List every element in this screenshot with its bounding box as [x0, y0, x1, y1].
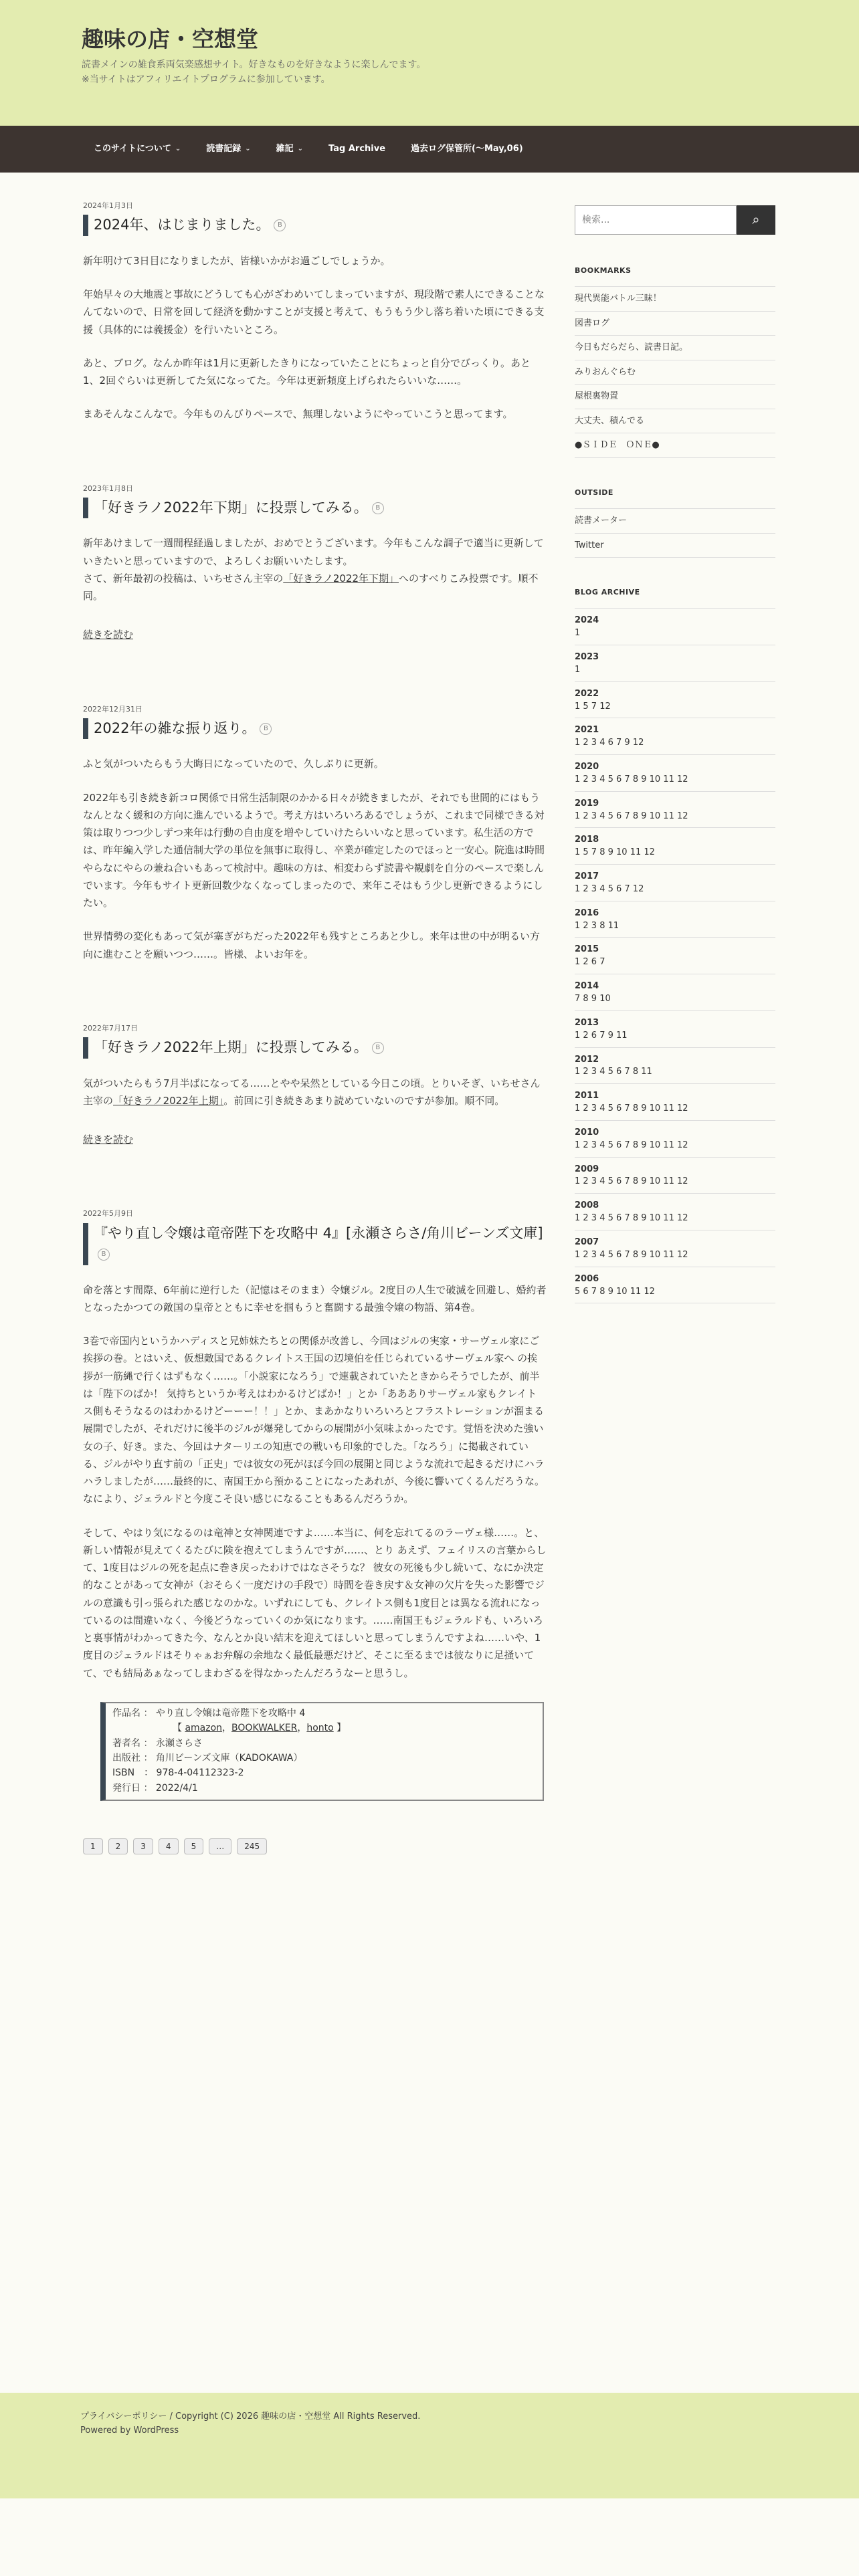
bookmark-icon[interactable]: B — [260, 723, 272, 735]
archive-year-link[interactable]: 2012 — [575, 1054, 599, 1065]
search-form — [575, 205, 775, 235]
post — [83, 1207, 547, 1801]
archive-month-links[interactable]: 1 2 3 4 5 6 7 8 9 10 11 12 — [575, 1213, 688, 1224]
archive-year-link[interactable]: 2023 — [575, 651, 599, 662]
widget-title-bookmarks: BOOKMARKS — [575, 264, 775, 287]
archive-year-link[interactable]: 2020 — [575, 762, 599, 772]
archive-year-link[interactable]: 2022 — [575, 688, 599, 699]
page-link[interactable]: 5 — [184, 1838, 204, 1854]
nav-item-reading-log[interactable]: 読書記録 ⌄ — [206, 142, 250, 157]
post-body — [83, 1281, 547, 1682]
bookmark-link[interactable]: 今日もだらだら、読書日記。 — [575, 336, 775, 360]
page-link[interactable]: 2 — [108, 1838, 128, 1854]
post-paragraph: 命を落とす間際、6年前に逆行した（記憶はそのまま）令嬢ジル。2度目の人生で破滅を回避し、婚約者となったかつての敵国の皇帝とともに幸せを掴もうと奮闘する最強令嬢の物語、第4巻。 — [83, 1283, 547, 1313]
bookmark-link[interactable]: 屋根裏物置 — [575, 385, 775, 409]
post — [83, 1022, 547, 1149]
page-link[interactable]: 1 — [83, 1838, 103, 1854]
archive-year-link[interactable]: 2016 — [575, 907, 599, 918]
post-date: 2022年12月31日 — [83, 704, 142, 714]
archive-year-link[interactable]: 2008 — [575, 1200, 599, 1211]
footer-line: プライバシーポリシー / Copyright (C) 2026 趣味の店・空想堂 All Rights Reserved. — [80, 2411, 421, 2422]
outside-list — [575, 509, 775, 558]
archive-month-links[interactable]: 1 5 7 8 9 10 11 12 — [575, 847, 655, 858]
archive-year — [575, 974, 775, 1011]
post-date: 2023年1月8日 — [83, 484, 133, 493]
site-footer — [0, 2393, 859, 2498]
archive-month-links[interactable]: 1 5 7 12 — [575, 701, 611, 712]
amazon-link[interactable]: amazon — [185, 1723, 223, 1734]
archive-year — [575, 828, 775, 865]
bookmark-link[interactable]: 大丈夫、積んでる — [575, 409, 775, 434]
read-more-link[interactable]: 続きを読む — [83, 629, 134, 641]
bookmark-link[interactable]: みりおんぐらむ — [575, 360, 775, 385]
archive-year — [575, 609, 775, 645]
post-body — [83, 534, 547, 643]
archive-year-link[interactable]: 2011 — [575, 1091, 599, 1101]
archive-year-link[interactable]: 2017 — [575, 871, 599, 882]
archive-year-link[interactable]: 2006 — [575, 1273, 599, 1284]
archive-year — [575, 645, 775, 682]
chevron-down-icon: ⌄ — [175, 145, 181, 153]
archive-year-link[interactable]: 2014 — [575, 981, 599, 992]
archive-month-links[interactable]: 1 — [575, 628, 581, 639]
archive-month-links[interactable]: 1 2 6 7 — [575, 957, 605, 968]
post — [83, 199, 547, 423]
archive-year — [575, 1230, 775, 1267]
site-header — [0, 0, 859, 126]
archive-year-link[interactable]: 2010 — [575, 1127, 599, 1138]
post — [83, 703, 547, 963]
suki-rano-link[interactable]: 「好きラノ2022年下期」 — [283, 572, 399, 584]
bookmark-link[interactable]: 図書ログ — [575, 312, 775, 336]
post-paragraph: 新年明けて3日目になりましたが、皆様いかがお過ごしでしょうか。 — [83, 254, 391, 267]
post-title[interactable]: 「好きラノ2022年上期」に投票してみる。 B — [83, 1037, 547, 1059]
bookmark-icon[interactable]: B — [372, 502, 384, 514]
post-date: 2022年5月9日 — [83, 1209, 133, 1218]
archive-month-links[interactable]: 1 2 3 8 11 — [575, 920, 619, 931]
archive-year-link[interactable]: 2021 — [575, 725, 599, 736]
archive-month-links[interactable]: 1 2 3 4 5 6 7 8 9 10 11 12 — [575, 1176, 688, 1187]
post-body — [83, 252, 547, 423]
bookmark-icon[interactable]: B — [274, 219, 286, 231]
book-date-row: 発行日 ： 2022/4/1 — [112, 1782, 198, 1794]
archive-month-links[interactable]: 1 2 3 4 5 6 7 8 9 10 11 12 — [575, 1249, 688, 1260]
archive-year — [575, 1267, 775, 1304]
book-publisher-row: 出版社 ： 角川ビーンズ文庫（KADOKAWA） — [112, 1752, 303, 1763]
post-paragraph: 世界情勢の変化もあって気が塞ぎがちだった2022年も残すところあと少し。来年は世の中が明るい方向に進むことを願いつつ……。皆様、よいお年を。 — [83, 930, 541, 960]
bookmarks-list — [575, 287, 775, 458]
post-body — [83, 755, 547, 963]
chevron-down-icon: ⌄ — [245, 145, 251, 153]
archive-month-links[interactable]: 1 2 3 4 5 6 7 8 9 10 11 12 — [575, 1140, 688, 1150]
post-date: 2022年7月17日 — [83, 1023, 138, 1033]
book-author-row: 著者名 ： 永瀬さらさ — [112, 1737, 203, 1749]
sidebar — [575, 173, 775, 1854]
outside-link[interactable]: Twitter — [575, 534, 775, 558]
archive-month-links[interactable]: 1 2 3 4 5 6 7 8 9 10 11 12 — [575, 774, 688, 784]
bookmark-link[interactable]: 現代異能バトル三昧！ — [575, 287, 775, 312]
post-paragraph: 2022年も引き続き新コロ関係で日常生活制限のかかる日々が続きましたが、それでも世間的にはもうなんとなく緩和の方向に進んでいるようで。考え方はいろいろあるでしょうが、これまで同様できる対策は取りつつ少しずつ来年は行動の自由度を増やしていけたらいいなと思っています。私生活の方では、昨年編入学した通信制大学の単位を無事に取得し、卒業が確定したのでほっと一安心。院進は時間やらなにやらの兼ね合いもあって検討中。趣味の方は、相変わらず読書や観劇を自分のペースで楽しんでいます。今年もサイト更新回数少なくなってしまったので、来年こそはもう少し更新できるようにしたい。 — [83, 791, 545, 909]
page-link[interactable]: 3 — [133, 1838, 153, 1854]
nav-item-tag-archive[interactable]: Tag Archive — [328, 143, 386, 154]
archive-year-link[interactable]: 2009 — [575, 1164, 599, 1174]
post-paragraph: まあそんなこんなで。今年ものんびりペースで、無理しないようにやっていこうと思ってます。 — [83, 408, 513, 421]
archive-year-link[interactable]: 2024 — [575, 615, 599, 626]
post-date: 2024年1月3日 — [83, 201, 133, 210]
archive-month-links[interactable]: 1 2 3 4 5 6 7 12 — [575, 883, 644, 894]
affiliate-notice: ※当サイトはアフィリエイトプログラムに参加しています。 — [82, 74, 330, 85]
page-link[interactable]: 4 — [159, 1838, 179, 1854]
pagination — [83, 1838, 547, 1854]
archive-year — [575, 718, 775, 755]
archive-month-links[interactable]: 5 6 7 8 9 10 11 12 — [575, 1286, 655, 1297]
nav-item-notes[interactable]: 雑記 ⌄ — [276, 142, 303, 157]
search-input[interactable] — [575, 205, 737, 235]
bookmark-icon[interactable]: B — [98, 1249, 110, 1261]
book-isbn-row: ISBN ： 978-4-04112323-2 — [112, 1767, 244, 1779]
archive-year — [575, 901, 775, 938]
post-paragraph: 3巻で帝国内というかハディスと兄姉妹たちとの関係が改善し、今回はジルの実家・サーヴェル家にご挨拶の巻。とはいえ、仮想敵国であるクレイトス王国の辺境伯を任じられているサーヴェル家へ の挨拶が一筋縄で行くはずもなく……。「小説家になろう」で連載されていたときからそうでしたが、前半は「陛下のばか！ 気持ちというか考えはわかるけどばか！」とか「ああありサーヴェル家もクレイトス側もそうなるのはわかるけどーーー！！」とか、まあかなりいろいろとフラストレーションが溜まる展開でしたが、それだけに後半のジルが爆発してからの展開が小気味よかったです。覚悟を決めた強い女の子、好き。また、今回はナターリエの知恵での戦いも印象的でした。「なろう」に掲載されている、ジルがやり直す前の「正史」では彼女の死がほぼ今回の展開と同じような流れで起きるだけにハラハラしましたが……最終的に、南国王から預かることになったあれが、今後に響いてくるんだろうな。なにより、ジェラルドと今度こそ良い感じになることもあるんだろうか。 — [83, 1335, 545, 1505]
archive-year — [575, 682, 775, 719]
archive-month-links[interactable]: 1 2 3 4 6 7 9 12 — [575, 738, 644, 748]
archive-year — [575, 755, 775, 792]
archive-year — [575, 938, 775, 974]
widget-title-archive: BLOG ARCHIVE — [575, 586, 775, 609]
bookwalker-link[interactable]: BOOKWALKER — [231, 1723, 298, 1734]
archive-month-links[interactable]: 1 2 3 4 5 6 7 8 11 — [575, 1067, 652, 1077]
archive-year-link[interactable]: 2013 — [575, 1017, 599, 1028]
nav-item-old-logs[interactable]: 過去ログ保管所(〜May,06) — [411, 143, 523, 154]
copyright: Copyright (C) 2026 趣味の店・空想堂 All Rights Reserved. — [175, 2411, 421, 2422]
post-body — [83, 1075, 547, 1149]
archive-year — [575, 1084, 775, 1121]
blog-archive — [575, 609, 775, 1303]
archive-year-link[interactable]: 2007 — [575, 1237, 599, 1247]
post-paragraph: そして、やはり気になるのは竜神と女神関連ですよ……本当に、何を忘れてるのラーヴェ様……。と、新しい情報が見えてくるたびに険を抱えてしまうんですが……、とり あえず、フェイリスの言葉からして、1度目はジルの死を起点に巻き戻ったわけではなさそうな？ 彼女の死後も少し続いて、なにか決定的なことがあって女神が（おそらく一度だけの手段で）時間を巻き戻す＆女神の欠片を失った影響でジルの意識も引っ張られた感じなのかな。いずれにしても、クレイトス側も1度目とは異なる流れになっているのは間違いなく、今後どうなっていくのか気になります。……南国王もジェラルドも、いろいろと裏事情がわかってきた今、なんとか良い結末を迎えてほしいと思ってしまうんですよね……いや、1度目のジェラルドはそりゃぁお弁解の余地なく最低最悪だけど、そこに至るまでは彼なりに足掻いてて、でも結局あぁなってしまわざるを得なかったんだろうなーと思うし。 — [83, 1526, 547, 1679]
archive-month-links[interactable]: 1 2 3 4 5 6 7 8 9 10 11 12 — [575, 811, 688, 821]
site-description — [82, 58, 859, 87]
widget-title-outside: OUTSIDE — [575, 486, 775, 509]
search-button[interactable] — [737, 205, 775, 235]
post-title[interactable]: 「好きラノ2022年下期」に投票してみる。 B — [83, 498, 547, 519]
wordpress-link[interactable]: WordPress — [133, 2425, 179, 2436]
post — [83, 482, 547, 644]
post-paragraph: 年始早々の大地震と事故にどうしても心がざわめいてしまっていますが、現段階で素人にできることなんてないので、日常を回して経済を動かすことが支援と考えて、もうもう少し落ち着いた頃にできる支援（具体的には義援金）を行いたいところ。 — [83, 288, 545, 336]
post-paragraph: あと、ブログ。なんか昨年は1月に更新したきりになっていたことにちょっと自分でびっくり。あと1、2回ぐらいは更新してた気になってた。今年は更新頻度上げられたらいいな……。 — [83, 356, 531, 387]
site-description-line: 読書メインの雑食系両気楽感想サイト。好きなものを好きなように楽しんでます。 — [82, 59, 426, 70]
book-info-box — [100, 1702, 544, 1801]
search-icon: ⌕ — [752, 212, 760, 227]
outside-link[interactable]: 読書メーター — [575, 509, 775, 534]
archive-year — [575, 1194, 775, 1230]
archive-year — [575, 1121, 775, 1158]
main-nav — [0, 126, 859, 173]
page-ellipsis: … — [209, 1838, 231, 1854]
post-title[interactable]: 2022年の雑な振り返り。 B — [83, 718, 547, 740]
archive-year — [575, 1048, 775, 1085]
post-title[interactable]: 『やり直し令嬢は竜帝陛下を攻略中 4』[永瀬さらさ/角川ビーンズ文庫]B — [83, 1223, 547, 1265]
archive-year-link[interactable]: 2018 — [575, 835, 599, 845]
bookmark-icon[interactable]: B — [372, 1042, 384, 1054]
book-links: 【 amazon，BOOKWALKER，honto 】 — [173, 1723, 347, 1734]
chevron-down-icon: ⌄ — [297, 145, 304, 153]
post-title[interactable]: 2024年、はじまりました。 B — [83, 215, 547, 236]
honto-link[interactable]: honto — [306, 1723, 334, 1734]
page-link-last[interactable]: 245 — [237, 1838, 267, 1854]
archive-year — [575, 792, 775, 829]
archive-year-link[interactable]: 2015 — [575, 944, 599, 955]
archive-month-links[interactable]: 1 2 6 7 9 11 — [575, 1030, 628, 1041]
main-content — [83, 173, 547, 1854]
privacy-policy-link[interactable]: プライバシーポリシー — [80, 2411, 167, 2422]
archive-year — [575, 1011, 775, 1048]
post-paragraph: ふと気がついたらもう大晦日になっていたので、久しぶりに更新。 — [83, 758, 384, 770]
post-paragraph: 気がついたらもう7月半ばになってる……とやや呆然としている今日この頃。とりいそぎ、いちせさん主宰の「好きラノ2022年上期」。前回に引き続きあまり読めていないのですが参加。順不同。 — [83, 1077, 541, 1107]
suki-rano-link[interactable]: 「好きラノ2022年上期」 — [113, 1094, 224, 1107]
nav-item-about[interactable]: このサイトについて ⌄ — [94, 142, 181, 157]
archive-year-link[interactable]: 2019 — [575, 798, 599, 809]
bookmark-link[interactable]: ●ＳＩＤＥ ＯＮＥ● — [575, 433, 775, 458]
site-title[interactable]: 趣味の店・空想堂 — [82, 26, 258, 52]
archive-month-links[interactable]: 1 2 3 4 5 6 7 8 9 10 11 12 — [575, 1103, 688, 1114]
archive-month-links[interactable]: 1 — [575, 664, 581, 675]
archive-month-links[interactable]: 7 8 9 10 — [575, 994, 611, 1004]
archive-year — [575, 1158, 775, 1194]
book-title-row: 作品名 ： やり直し令嬢は竜帝陛下を攻略中 4 — [112, 1707, 306, 1719]
post-paragraph: 新年あけまして一週間程経過しましたが、おめでとうございます。今年もこんな調子で適当に更新していきたいと思っていますので、よろしくお願いいたします。 さて、新年最初の投稿は、いちせさん主宰の「好きラノ2022年下期」へのすべりこみ投票です。順不同。 — [83, 537, 544, 602]
read-more-link[interactable]: 続きを読む — [83, 1134, 134, 1146]
powered-by: Powered by WordPress — [80, 2425, 179, 2436]
archive-year — [575, 865, 775, 901]
